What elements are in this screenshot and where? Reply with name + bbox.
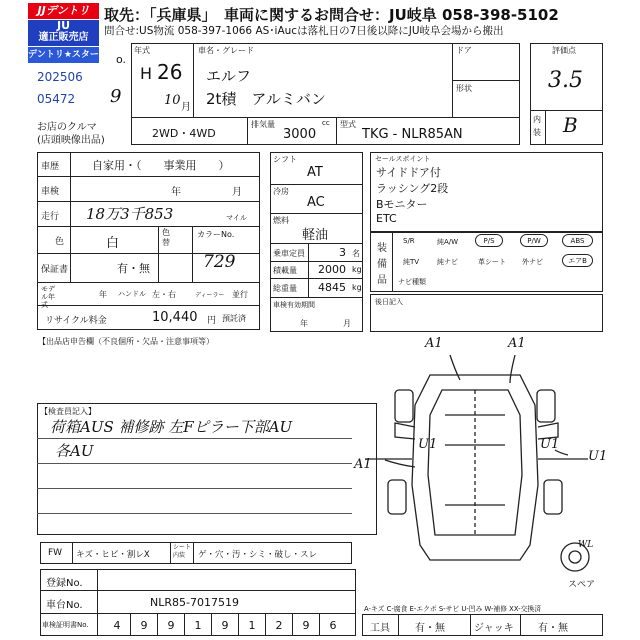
dealer-label: ディーラー (195, 292, 225, 299)
after-box (370, 294, 603, 332)
type-code: TKG - NLR85AN (362, 127, 463, 142)
load-unit: kg (352, 265, 362, 274)
load-label: 積載量 (273, 266, 297, 275)
mileage-unit: マイル (226, 214, 247, 222)
handle-text: 左・右 (152, 290, 176, 299)
model-year-label: モデル年式 (41, 285, 55, 309)
inspector-line-1: 荷箱AUS 補修跡 左Fピラー下部AU (50, 418, 293, 436)
cert-cell-divider (319, 614, 320, 636)
door-label: ドア (456, 46, 472, 55)
inspection-year-unit: 年 (171, 187, 181, 198)
shape-label: 形状 (456, 84, 472, 93)
sales-label: セールスポイント (375, 155, 431, 163)
seller-note-label: 【出品店申告欄（不良個所・欠品・注意事項等） (38, 337, 214, 346)
header-title: 取先：「兵庫県」 車両に関するお問合せ：JU岐阜 058-398-5102 (104, 6, 559, 24)
logo-ju: JU 適正販売店 (28, 20, 99, 46)
model-label: 車名・グレード (198, 46, 254, 55)
inspector-line-2: 各AU (55, 442, 94, 460)
expiry-label: 車検有効期間 (273, 301, 315, 309)
capacity-label: 乗車定員 (273, 249, 305, 258)
tools-label: 工具 (370, 623, 390, 634)
expiry-year-unit: 年 (300, 319, 308, 328)
capacity-value: 3 (339, 246, 346, 259)
equip-sr: S/R (403, 237, 415, 245)
reg-no-label: 登録No. (46, 578, 83, 589)
recycle-unit: 円 (207, 316, 217, 326)
cert-cell-divider (184, 614, 185, 636)
model-grade: 2t積 アルミバン (206, 90, 326, 108)
fuel-value: 軽油 (302, 228, 329, 243)
year-era: H (140, 64, 153, 83)
cc-unit: cc (322, 119, 330, 127)
color-code-label: カラーNo. (197, 230, 235, 239)
usage-text: 自家用・（ 事業用 ） (92, 159, 230, 172)
handle-label: ハンドル (118, 290, 146, 298)
mark-u1-left: U1 (418, 437, 438, 452)
warranty-label: 保証書 (41, 265, 69, 275)
color-change-label: 色替 (162, 228, 170, 247)
shop-note-2: (店頭映像出品) (37, 135, 105, 146)
year-label: 年式 (134, 46, 150, 55)
fuel-label: 燃料 (273, 216, 289, 225)
cert-cell-divider (211, 614, 212, 636)
sales-point-4: ETC (376, 212, 397, 225)
jack-label: ジャッキ (474, 623, 514, 634)
gross-unit: kg (352, 283, 362, 292)
interior-grade: B (563, 113, 578, 137)
mark-u1-far-right: U1 (588, 449, 608, 464)
equip-alloy: 純A/W (437, 238, 459, 246)
type-label: 型式 (340, 120, 356, 129)
shift-value: AT (307, 165, 323, 180)
color-code-value: 729 (203, 252, 236, 272)
cert-digit: 9 (167, 619, 175, 632)
cert-digit: 9 (221, 619, 229, 632)
mileage-label: 走行 (41, 212, 60, 222)
ac-label: 冷房 (273, 187, 289, 196)
month-value: 10 (164, 93, 181, 108)
sales-point-2: ラッシング2段 (376, 182, 449, 195)
displacement-label: 排気量 (251, 120, 275, 129)
spare-label: スペア (568, 580, 596, 590)
score-label: 評価点 (552, 46, 576, 55)
cert-digit: 1 (194, 619, 202, 632)
model-name: エルフ (206, 67, 252, 85)
cert-digit: 9 (140, 619, 148, 632)
cert-cell-divider (130, 614, 131, 636)
model-year-unit: 年 (99, 290, 107, 299)
after-label: 後日記入 (375, 298, 403, 306)
inspection-label: 車検 (41, 187, 60, 197)
cert-cell-divider (292, 614, 293, 636)
recycle-value: 10,440 (152, 310, 198, 325)
chassis-label: 車台No. (46, 600, 83, 611)
gross-value: 4845 (318, 281, 346, 294)
dealer-text: 並行 (232, 290, 248, 299)
mark-u1-right: U1 (540, 437, 560, 452)
seat-label: シート内装 (173, 544, 192, 559)
load-value: 2000 (318, 263, 346, 276)
spare-mark: WL (578, 540, 594, 550)
recycle-note: 預託済 (222, 314, 246, 323)
tools-value: 有・無 (415, 623, 445, 634)
score-value: 3.5 (548, 68, 583, 93)
mark-a1-top-left: A1 (425, 336, 443, 351)
cert-cell-divider (265, 614, 266, 636)
cert-cell-divider (238, 614, 239, 636)
year-value: 26 (157, 60, 183, 84)
inspector-label: 【検査員記入】 (40, 407, 96, 416)
lot-date-code: 202506 (37, 70, 83, 84)
cert-cell-divider (157, 614, 158, 636)
fw-label: FW (48, 548, 63, 558)
equip-pw: P/W (520, 234, 548, 247)
damage-code-legend: A-キズ C-腐食 E-エクボ S-サビ U-凹み W-補修 XX-交換済 (364, 605, 541, 613)
gross-label: 総重量 (273, 284, 297, 293)
equip-ext-navi: 外ナビ (522, 258, 543, 266)
fw-text: キズ・ヒビ・割レX (76, 550, 150, 560)
logo-jj: JJデントリ (28, 3, 99, 19)
expiry-month-unit: 月 (343, 319, 351, 328)
equipment-label-3: 品 (377, 275, 387, 286)
interior-label-2: 装 (533, 128, 541, 137)
equip-navi: 純ナビ (437, 258, 458, 266)
equip-ps: P/S (475, 234, 503, 247)
header-subtitle: 問合せ:US物流 058-397-1066 AS･iAucは落札日の7日後以降にJU岐阜会場から搬出 (104, 25, 504, 37)
cert-digit: 2 (275, 619, 283, 632)
equipment-label-1: 装 (377, 243, 387, 254)
shop-note-1: お店のクルマ (37, 122, 97, 133)
cert-digit: 9 (302, 619, 310, 632)
cert-digit: 6 (329, 619, 337, 632)
equip-airbag: エアB (562, 254, 593, 267)
shift-label: シフト (273, 155, 297, 164)
sales-point-1: サイドドア付 (376, 166, 441, 179)
equip-tv: 純TV (403, 258, 420, 266)
equipment-label-2: 備 (377, 259, 387, 270)
recycle-label: リサイクル料金 (45, 316, 107, 326)
cert-digit: 1 (248, 619, 256, 632)
color-value: 白 (106, 236, 120, 251)
jack-value: 有・無 (538, 623, 568, 634)
capacity-unit: 名 (352, 249, 360, 258)
sales-point-3: Bモニター (376, 198, 428, 211)
cert-label: 車検証明書No. (42, 621, 89, 629)
chassis-value: NLR85-7017519 (150, 596, 239, 609)
warranty-text: 有・無 (117, 262, 150, 275)
mileage-value: 18万3千853 (86, 205, 174, 223)
equip-navi-type: ナビ種類 (398, 278, 426, 286)
seat-text: ゲ・穴・汚・シミ・破し・スレ (198, 550, 318, 560)
mark-a1-top-right: A1 (508, 336, 526, 351)
lane-number: 9 (110, 86, 122, 107)
equip-leather: 革シート (478, 258, 506, 266)
displacement-value: 3000 (283, 127, 317, 142)
logo-star: デントリ★スター (28, 47, 99, 63)
cert-digit: 4 (113, 619, 121, 632)
ac-value: AC (307, 195, 325, 210)
inspection-month-unit: 月 (232, 187, 242, 198)
lot-no-label: o. (116, 53, 127, 66)
lot-number: 05472 (37, 92, 76, 106)
drive-type: 2WD・4WD (152, 127, 216, 140)
month-unit: 月 (181, 102, 191, 113)
vehicle-damage-diagram (360, 335, 610, 595)
equip-abs: ABS (562, 234, 593, 247)
mark-a1-left: A1 (354, 457, 372, 472)
color-label: 色 (55, 237, 65, 247)
interior-label-1: 内 (533, 115, 541, 124)
usage-label: 車歴 (41, 162, 60, 172)
